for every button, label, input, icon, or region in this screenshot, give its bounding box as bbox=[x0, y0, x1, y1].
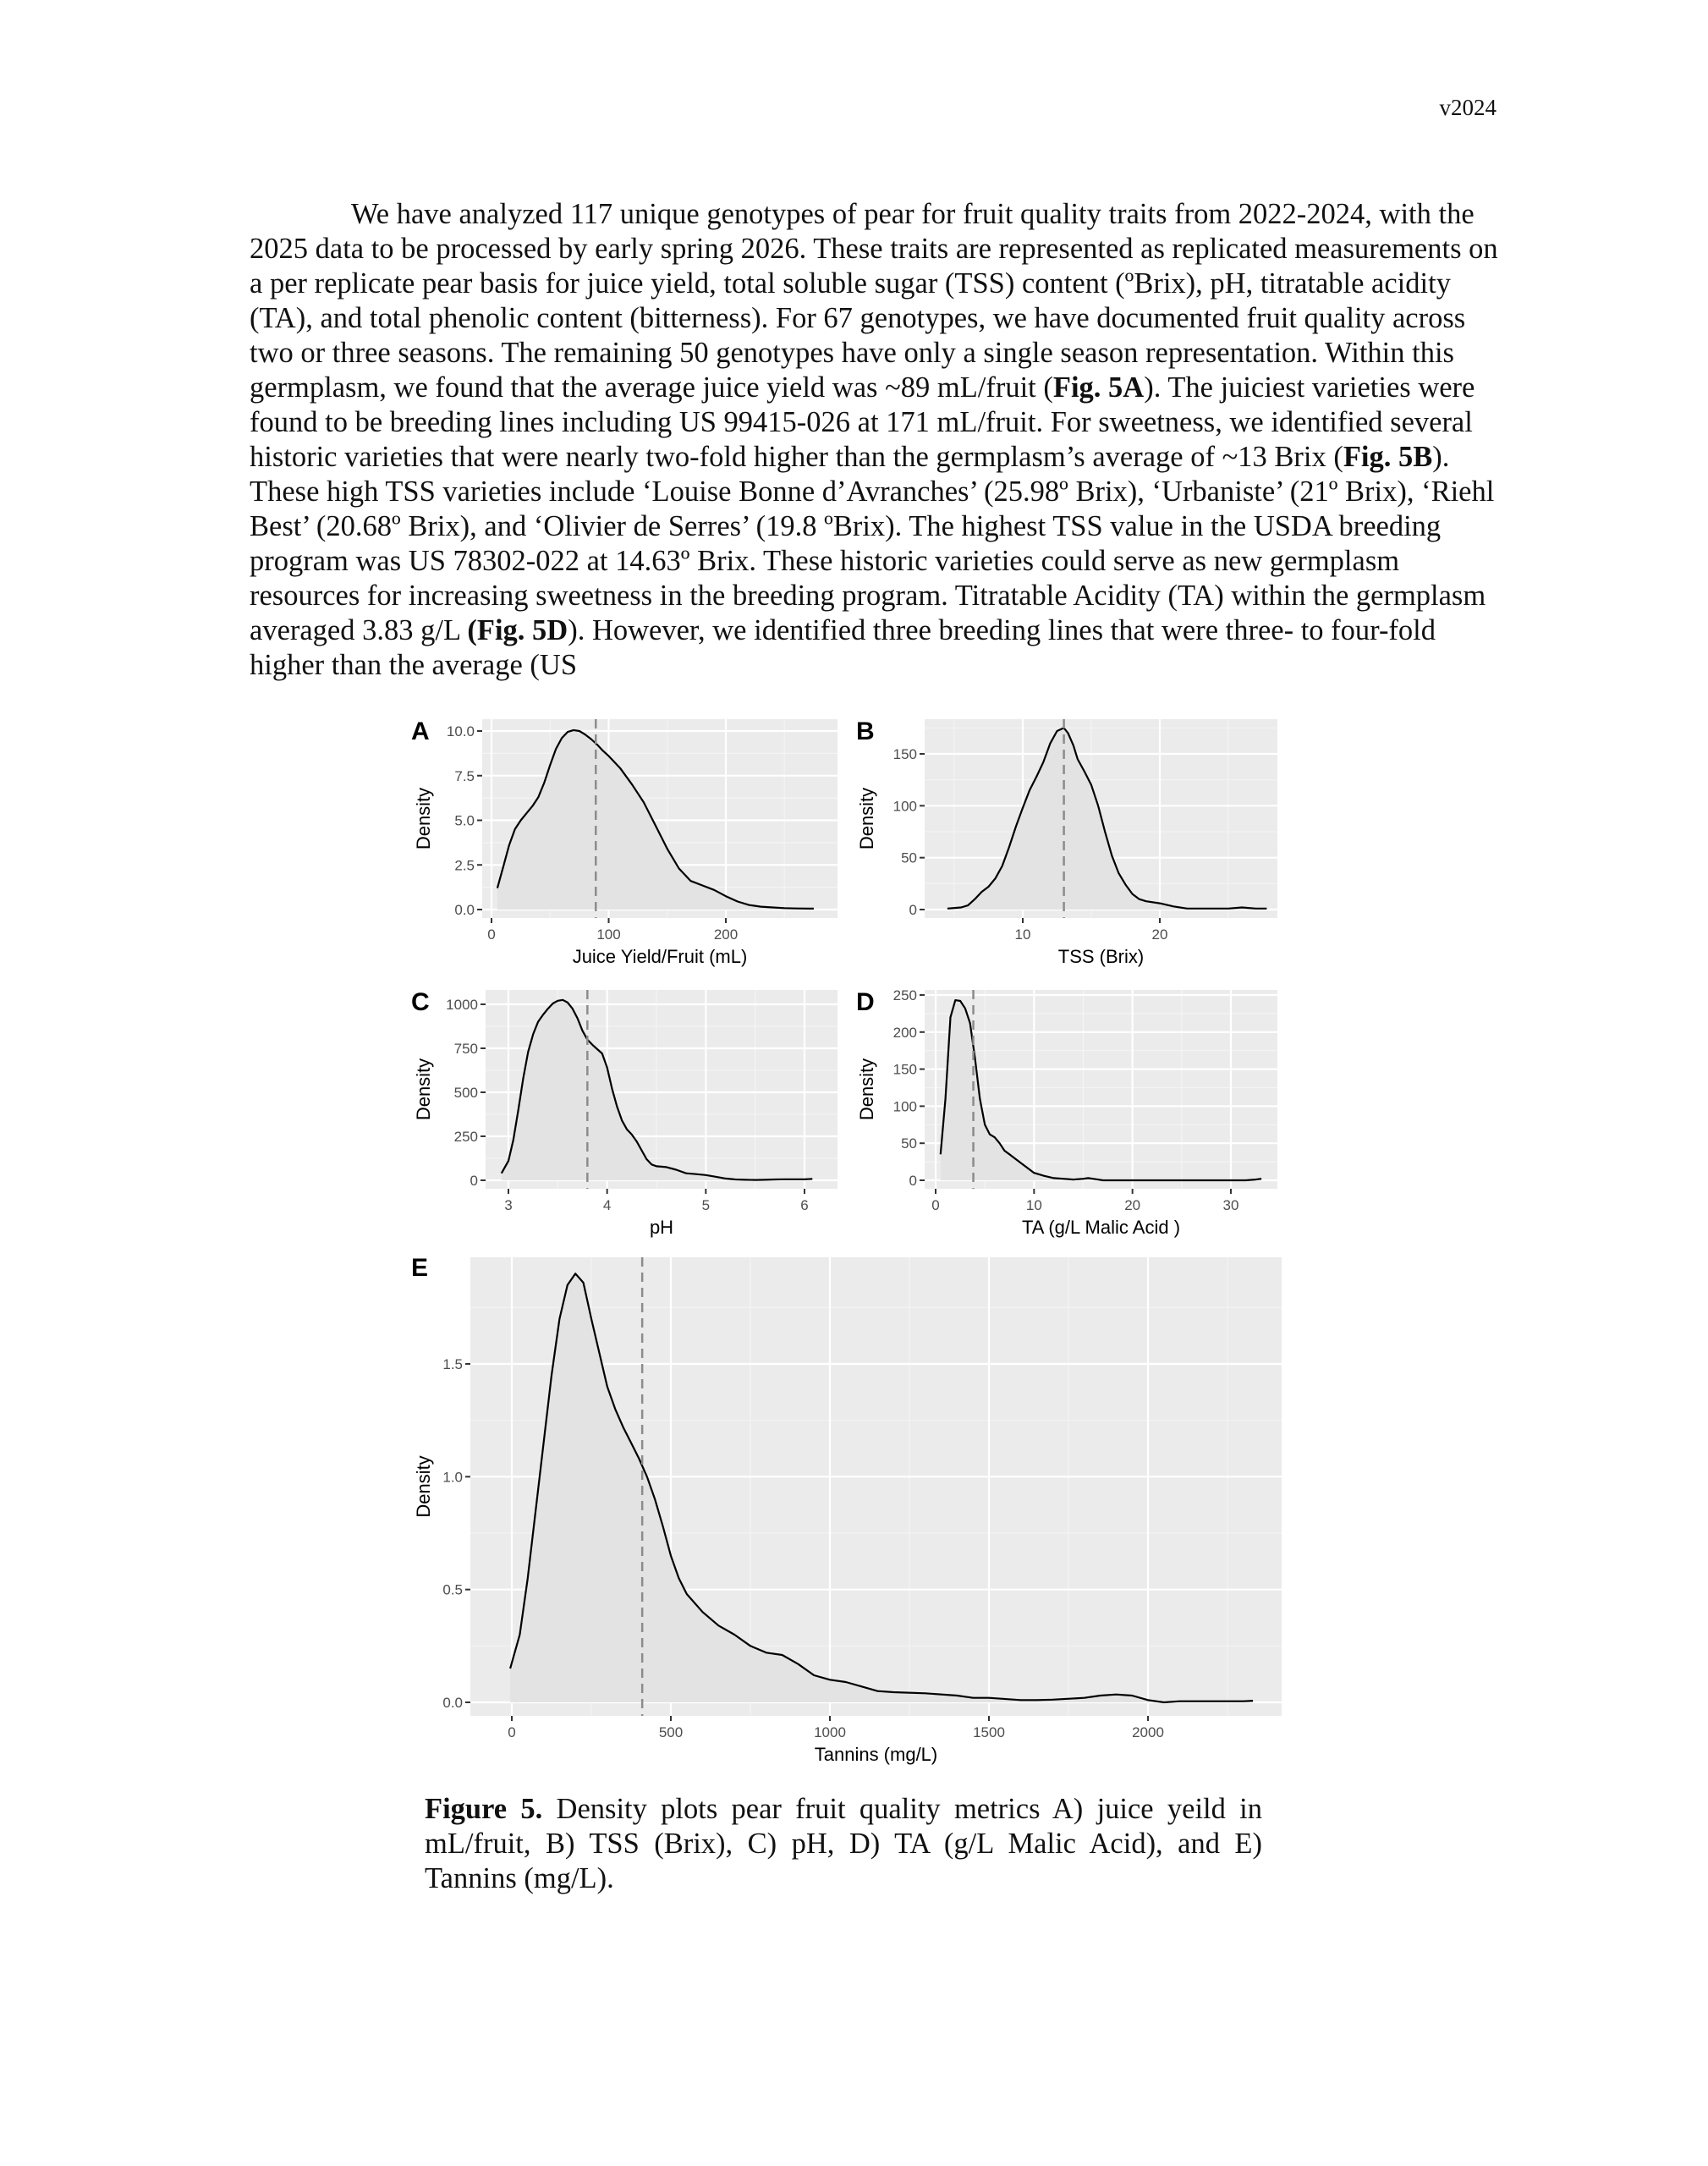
body-paragraph bbox=[250, 197, 1502, 683]
x-tick-label: 0 bbox=[931, 1197, 940, 1213]
x-tick-label: 2000 bbox=[1132, 1724, 1164, 1740]
panel-letter: C bbox=[411, 988, 430, 1016]
y-tick-label: 2.5 bbox=[454, 857, 475, 874]
y-axis-title: Density bbox=[413, 1455, 434, 1518]
plot-background bbox=[925, 990, 1277, 1189]
y-tick-label: 750 bbox=[453, 1041, 478, 1057]
x-tick-label: 200 bbox=[713, 926, 739, 943]
x-axis-title: TA (g/L Malic Acid ) bbox=[1021, 1217, 1181, 1238]
x-tick-label: 6 bbox=[800, 1197, 809, 1213]
plot-background bbox=[470, 1257, 1282, 1716]
density-curve bbox=[502, 1000, 813, 1180]
figure-reference: Fig. 5A bbox=[1052, 371, 1145, 404]
y-tick-label: 5.0 bbox=[454, 812, 475, 829]
density-panel-b bbox=[856, 717, 1277, 967]
figure-caption bbox=[425, 1792, 1262, 1896]
y-tick-label: 0 bbox=[470, 1173, 478, 1189]
density-area bbox=[497, 730, 814, 910]
plot-background bbox=[486, 990, 838, 1189]
figure-caption-text: Density plots pear fruit quality metrics A) juice yeild in mL/fruit, B) TSS (Brix), C) pH, D) TA (g/L Malic Acid), and E) Tannins (mg/L). bbox=[425, 1793, 1262, 1894]
density-curve bbox=[947, 728, 1267, 909]
y-tick-label: 50 bbox=[901, 1135, 917, 1152]
y-tick-label: 100 bbox=[892, 1098, 917, 1115]
x-tick-label: 20 bbox=[1151, 926, 1168, 943]
y-tick-label: 500 bbox=[453, 1085, 478, 1101]
y-axis-title: Density bbox=[413, 787, 434, 850]
y-tick-label: 50 bbox=[901, 849, 917, 866]
x-tick-label: 500 bbox=[658, 1724, 684, 1740]
density-panel-c bbox=[411, 988, 838, 1238]
figure-reference: (Fig. 5D bbox=[467, 614, 568, 646]
plot-background bbox=[925, 719, 1277, 918]
body-text-segment: ). The juiciest varieties were found to be breeding lines including US 99415-026 at 171 mL/fruit. For sweetness, we identified several historic varieties that were nearly two-fold higher than the germplasm’s average of ~13 Brix ( bbox=[250, 371, 1475, 473]
x-tick-label: 100 bbox=[596, 926, 621, 943]
version-label: v2024 bbox=[1439, 95, 1497, 120]
y-axis-title: Density bbox=[856, 787, 877, 850]
body-text-segment: ). However, we identified three breeding lines that were three- to four-fold higher than the average (US bbox=[250, 614, 1436, 681]
body-text-segment: ). These high TSS varieties include ‘Louise Bonne d’Avranches’ (25.98º Brix), ‘Urbaniste’ (21º Brix), ‘Riehl Best’ (20.68º Brix), and ‘Olivier de Serres’ (19.8 ºBrix). The highest TSS value in the USDA breeding program was US 78302-022 at 14.63º Brix. These historic varieties could serve as new germplasm resources for increasing sweetness in the breeding program. Titratable Acidity (TA) within the germplasm averaged 3.83 g/L bbox=[250, 441, 1495, 646]
x-axis-title: pH bbox=[649, 1217, 674, 1238]
density-curve bbox=[510, 1273, 1253, 1702]
figure-reference: Fig. 5B bbox=[1343, 441, 1433, 473]
panel-letter: E bbox=[411, 1254, 429, 1282]
y-tick-label: 0.0 bbox=[454, 902, 475, 918]
density-panel-d bbox=[856, 987, 1277, 1238]
x-tick-label: 10 bbox=[1014, 926, 1031, 943]
y-tick-label: 150 bbox=[892, 746, 917, 762]
body-paragraph-text bbox=[250, 197, 1502, 683]
x-axis-title: Juice Yield/Fruit (mL) bbox=[572, 946, 748, 967]
body-text-segment: We have analyzed 117 unique genotypes of pear for fruit quality traits from 2022-2024, with the 2025 data to be processed by early spring 2026. These traits are represented as replicated measurements on a per replicate pear basis for juice yield, total soluble sugar (TSS) content (ºBrix), pH, titratable acidity (TA), and total phenolic content (bitterness). For 67 genotypes, we have documented fruit quality across two or three seasons. The remaining 50 genotypes have only a single season representation. Within this germplasm, we found that the average juice yield was ~89 mL/fruit ( bbox=[250, 198, 1498, 404]
y-tick-label: 1.5 bbox=[442, 1356, 463, 1372]
x-tick-label: 1500 bbox=[973, 1724, 1005, 1740]
density-curve bbox=[941, 1000, 1261, 1180]
panel-letter: B bbox=[856, 717, 875, 745]
x-tick-label: 1000 bbox=[814, 1724, 846, 1740]
plot-background bbox=[482, 719, 838, 918]
x-tick-label: 3 bbox=[504, 1197, 513, 1213]
x-tick-label: 10 bbox=[1025, 1197, 1042, 1213]
y-tick-label: 0.0 bbox=[442, 1695, 463, 1711]
density-area bbox=[510, 1273, 1253, 1702]
y-tick-label: 250 bbox=[892, 987, 917, 1003]
y-tick-label: 150 bbox=[892, 1061, 917, 1078]
figure-caption-label: Figure 5. bbox=[425, 1793, 543, 1825]
y-tick-label: 100 bbox=[892, 798, 917, 815]
y-tick-label: 200 bbox=[892, 1024, 917, 1041]
panel-letter: D bbox=[856, 988, 875, 1016]
x-tick-label: 5 bbox=[701, 1197, 711, 1213]
x-tick-label: 4 bbox=[602, 1197, 612, 1213]
density-curve bbox=[497, 730, 814, 909]
density-panel-e bbox=[411, 1254, 1282, 1765]
x-tick-label: 0 bbox=[487, 926, 496, 943]
y-tick-label: 10.0 bbox=[446, 723, 475, 739]
x-tick-label: 0 bbox=[508, 1724, 516, 1740]
x-tick-label: 30 bbox=[1222, 1197, 1239, 1213]
y-tick-label: 1000 bbox=[446, 997, 478, 1013]
y-tick-label: 0 bbox=[909, 1173, 917, 1189]
panel-letter: A bbox=[411, 717, 430, 745]
y-tick-label: 0.5 bbox=[442, 1581, 463, 1598]
density-area bbox=[947, 728, 1267, 910]
y-axis-title: Density bbox=[856, 1058, 877, 1121]
y-tick-label: 0 bbox=[909, 902, 917, 918]
y-tick-label: 1.0 bbox=[442, 1469, 463, 1486]
y-tick-label: 250 bbox=[453, 1129, 478, 1145]
x-axis-title: Tannins (mg/L) bbox=[814, 1744, 938, 1765]
x-axis-title: TSS (Brix) bbox=[1057, 946, 1145, 967]
density-panel-a bbox=[411, 717, 838, 967]
y-tick-label: 7.5 bbox=[454, 767, 475, 784]
y-axis-title: Density bbox=[413, 1058, 434, 1121]
density-area bbox=[941, 1000, 1261, 1180]
x-tick-label: 20 bbox=[1124, 1197, 1141, 1213]
density-area bbox=[502, 1000, 813, 1180]
